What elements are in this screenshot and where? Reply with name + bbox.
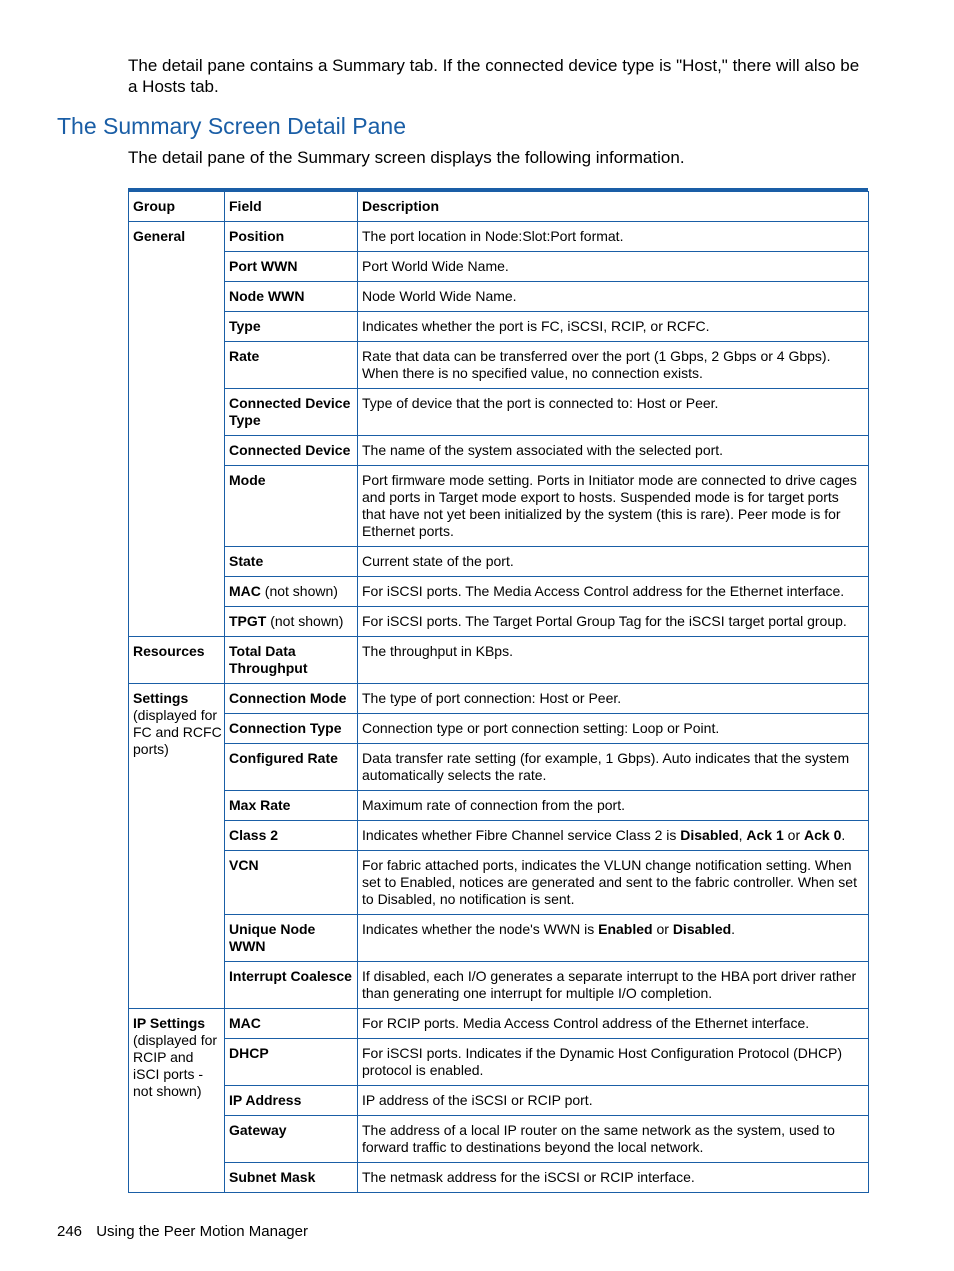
description-cell: Connection type or port connection setting: Loop or Point. <box>358 714 869 744</box>
field-cell: Type <box>225 312 358 342</box>
field-name: TPGT <box>229 613 267 629</box>
table-row <box>129 962 869 1009</box>
field-cell: Connection Mode <box>225 684 358 714</box>
table-row <box>129 252 869 282</box>
group-note: (displayed for RCIP and iSCI ports - not shown) <box>133 1032 218 1099</box>
table-row <box>129 342 869 389</box>
page-footer <box>57 1222 308 1242</box>
table-row <box>129 547 869 577</box>
field-cell: Connection Type <box>225 714 358 744</box>
header-description: Description <box>358 192 869 222</box>
field-note: (not shown) <box>264 583 338 599</box>
field-cell: Connected Device <box>225 436 358 466</box>
description-cell: The port location in Node:Slot:Port format. <box>358 222 869 252</box>
table-row <box>129 1086 869 1116</box>
table-row <box>129 791 869 821</box>
field-name: MAC <box>229 583 261 599</box>
table-row <box>129 466 869 547</box>
chapter-title: Using the Peer Motion Manager <box>96 1223 308 1240</box>
group-cell-general <box>129 222 225 637</box>
field-cell: Subnet Mask <box>225 1163 358 1193</box>
field-cell: Port WWN <box>225 252 358 282</box>
table-row <box>129 577 869 607</box>
field-cell: Position <box>225 222 358 252</box>
description-cell: Data transfer rate setting (for example, 1 Gbps). Auto indicates that the system automatically selects the rate. <box>358 744 869 791</box>
table-row <box>129 1116 869 1163</box>
table-row <box>129 1039 869 1086</box>
section-title: The Summary Screen Detail Pane <box>57 113 406 139</box>
table-row <box>129 851 869 915</box>
desc-text: , <box>738 827 747 843</box>
table-header-row <box>129 192 869 222</box>
field-cell: Class 2 <box>225 821 358 851</box>
description-cell: Port firmware mode setting. Ports in Initiator mode are connected to drive cages and ports in Target mode export to hosts. Suspended mode is for target ports that have not yet been initialized by the system (this is rare). Peer mode is for Ethernet ports. <box>358 466 869 547</box>
field-cell: Unique Node WWN <box>225 915 358 962</box>
description-cell: Current state of the port. <box>358 547 869 577</box>
description-cell <box>358 915 869 962</box>
desc-emphasis: Disabled <box>672 921 732 937</box>
desc-emphasis: Ack 1 <box>746 827 784 843</box>
desc-text: or <box>652 921 673 937</box>
description-cell <box>358 821 869 851</box>
table-row <box>129 915 869 962</box>
section-description: The detail pane of the Summary screen displays the following information. <box>128 148 685 167</box>
field-note: (not shown) <box>270 613 344 629</box>
table-row <box>129 744 869 791</box>
field-cell: Mode <box>225 466 358 547</box>
description-cell: The name of the system associated with the selected port. <box>358 436 869 466</box>
field-cell: State <box>225 547 358 577</box>
description-cell: For iSCSI ports. The Media Access Control address for the Ethernet interface. <box>358 577 869 607</box>
description-cell: The netmask address for the iSCSI or RCIP interface. <box>358 1163 869 1193</box>
group-cell-resources <box>129 637 225 684</box>
description-cell: The type of port connection: Host or Peer. <box>358 684 869 714</box>
summary-fields-table <box>128 188 868 1193</box>
description-cell: Type of device that the port is connected to: Host or Peer. <box>358 389 869 436</box>
table-row <box>129 714 869 744</box>
desc-text: . <box>841 827 846 843</box>
field-cell: Max Rate <box>225 791 358 821</box>
desc-text: . <box>731 921 736 937</box>
table-row <box>129 821 869 851</box>
field-cell: Total Data Throughput <box>225 637 358 684</box>
group-name: IP Settings <box>133 1015 206 1031</box>
header-group: Group <box>129 192 225 222</box>
description-cell: For fabric attached ports, indicates the VLUN change notification setting. When set to Enabled, notices are generated and sent to the fabric controller. When set to Disabled, no notification is sent. <box>358 851 869 915</box>
description-cell: The throughput in KBps. <box>358 637 869 684</box>
desc-text: Indicates whether Fibre Channel service Class 2 is <box>362 827 681 843</box>
description-cell: Port World Wide Name. <box>358 252 869 282</box>
table-row <box>129 1163 869 1193</box>
table-row <box>129 222 869 252</box>
description-cell: Maximum rate of connection from the port. <box>358 791 869 821</box>
description-cell: Rate that data can be transferred over the port (1 Gbps, 2 Gbps or 4 Gbps). When there is no specified value, no connection exists. <box>358 342 869 389</box>
field-cell: Connected Device Type <box>225 389 358 436</box>
description-cell: For iSCSI ports. The Target Portal Group Tag for the iSCSI target portal group. <box>358 607 869 637</box>
group-name: Settings <box>133 690 189 706</box>
header-field: Field <box>225 192 358 222</box>
description-cell: If disabled, each I/O generates a separate interrupt to the HBA port driver rather than generating one interrupt for multiple I/O completion. <box>358 962 869 1009</box>
intro-paragraph: The detail pane contains a Summary tab. If the connected device type is "Host," there will also be a Hosts tab. <box>128 56 860 96</box>
description-cell: For RCIP ports. Media Access Control address of the Ethernet interface. <box>358 1009 869 1039</box>
table-row <box>129 389 869 436</box>
field-cell: MAC <box>225 1009 358 1039</box>
desc-emphasis: Ack 0 <box>804 827 842 843</box>
field-cell: VCN <box>225 851 358 915</box>
group-note: (displayed for FC and RCFC ports) <box>133 707 222 757</box>
desc-text: or <box>783 827 804 843</box>
description-cell: IP address of the iSCSI or RCIP port. <box>358 1086 869 1116</box>
table-row <box>129 607 869 637</box>
description-cell: Indicates whether the port is FC, iSCSI, RCIP, or RCFC. <box>358 312 869 342</box>
group-cell-settings <box>129 684 225 1009</box>
description-cell: For iSCSI ports. Indicates if the Dynamic Host Configuration Protocol (DHCP) protocol is enabled. <box>358 1039 869 1086</box>
field-cell <box>225 607 358 637</box>
table-row <box>129 1009 869 1039</box>
field-cell <box>225 577 358 607</box>
field-cell: Configured Rate <box>225 744 358 791</box>
table-row <box>129 312 869 342</box>
field-cell: Gateway <box>225 1116 358 1163</box>
field-cell: DHCP <box>225 1039 358 1086</box>
desc-emphasis: Enabled <box>598 921 653 937</box>
table-row <box>129 637 869 684</box>
group-name: Resources <box>133 643 205 659</box>
group-cell-ip-settings <box>129 1009 225 1193</box>
description-cell: The address of a local IP router on the same network as the system, used to forward traffic to destinations beyond the local network. <box>358 1116 869 1163</box>
field-cell: Rate <box>225 342 358 389</box>
field-cell: Node WWN <box>225 282 358 312</box>
desc-text: Indicates whether the node's WWN is <box>362 921 599 937</box>
description-cell: Node World Wide Name. <box>358 282 869 312</box>
page-number: 246 <box>57 1223 83 1240</box>
group-name: General <box>133 228 186 244</box>
table-row <box>129 282 869 312</box>
field-cell: IP Address <box>225 1086 358 1116</box>
table-row <box>129 684 869 714</box>
field-cell: Interrupt Coalesce <box>225 962 358 1009</box>
table-row <box>129 436 869 466</box>
desc-emphasis: Disabled <box>680 827 739 843</box>
